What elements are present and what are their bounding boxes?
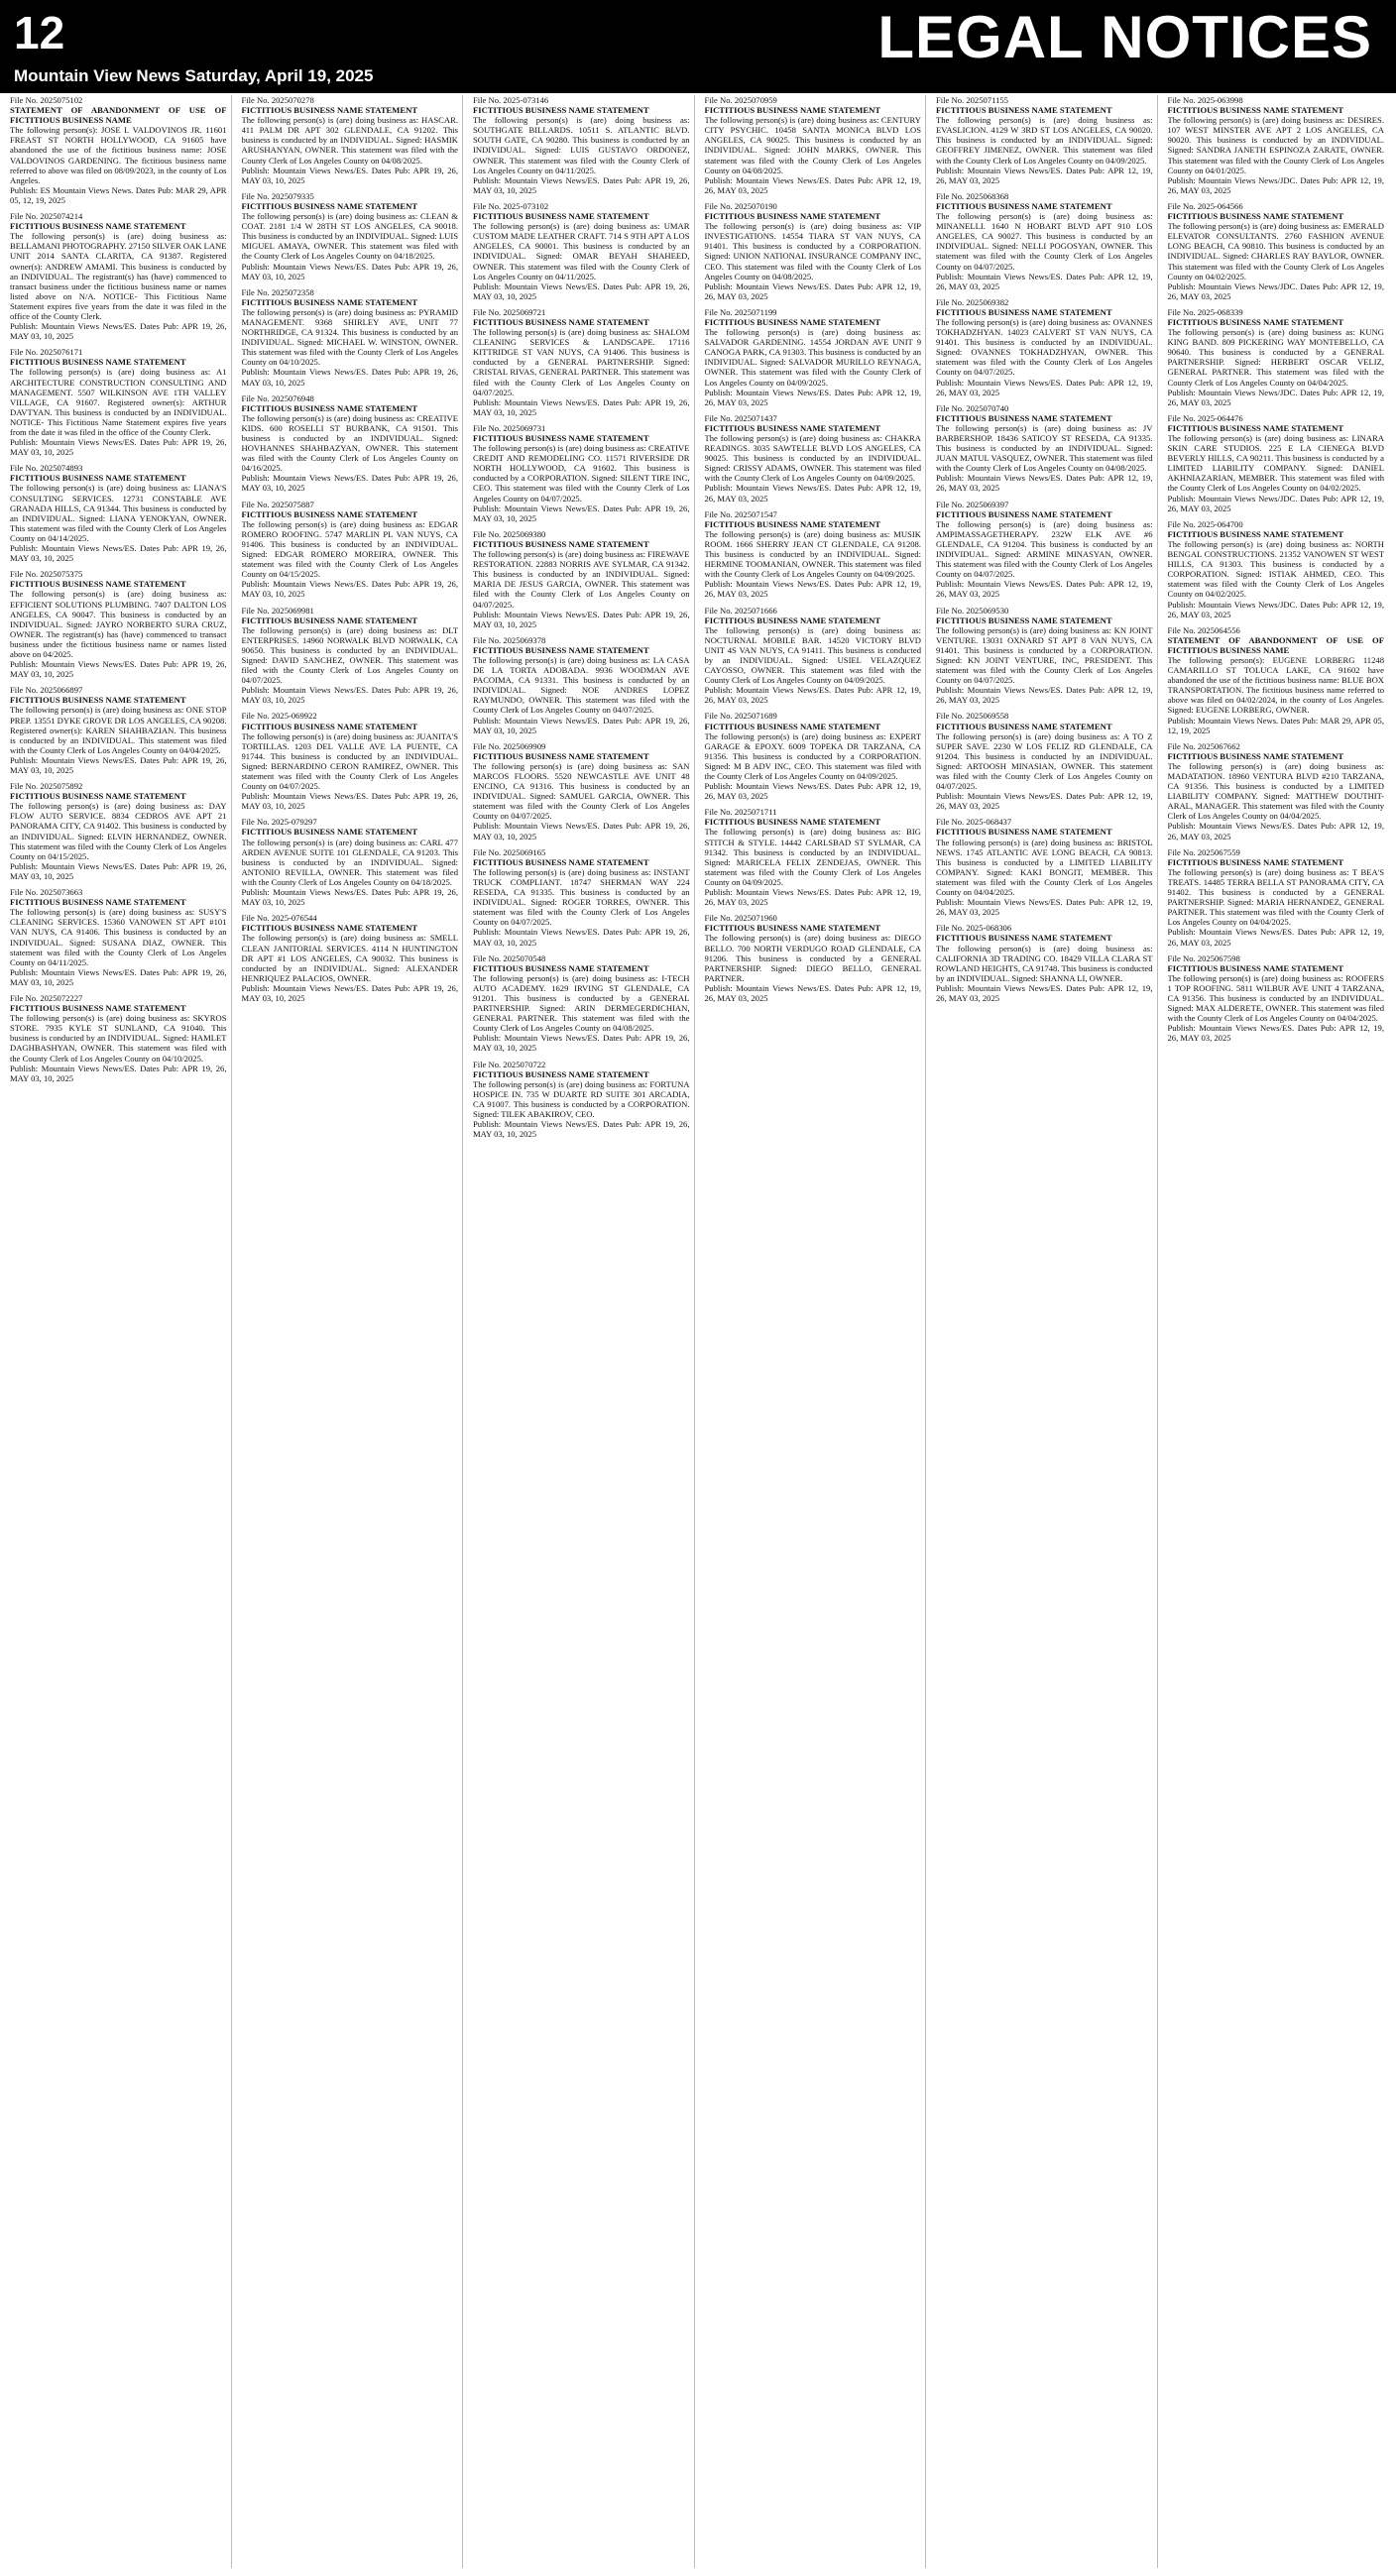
notice-file-number: File No. 2025070722 <box>473 1059 546 1069</box>
notice-title: FICTITIOUS BUSINESS NAME STATEMENT <box>936 827 1112 838</box>
notice-body: The following person(s) is (are) doing business as: DESIRES. 107 WEST MINSTER AVE APT 2 LOS ANGELES, CA 90020. This business is conducted by an INDIVIDUAL. Signed: SANDRA JANETH ESPINOZA ZARATE, OWNER. This statement was filed with the County Clerk of Los Angeles County on 04/01/2025. <box>1167 115 1384 175</box>
notice-title: FICTITIOUS BUSINESS NAME STATEMENT <box>241 296 418 307</box>
notice-file-number: File No. 2025068368 <box>936 190 1009 201</box>
notice-title: FICTITIOUS BUSINESS NAME STATEMENT <box>10 473 186 484</box>
legal-notice <box>936 191 1153 291</box>
notice-title: FICTITIOUS BUSINESS NAME STATEMENT <box>473 105 649 116</box>
notice-publication-dates: Publish: Mountain Views News/ES. Dates Pub: APR 12, 19, 26, MAY 03, 2025 <box>936 685 1153 706</box>
notice-file-number: File No. 2025-063998 <box>1167 95 1243 105</box>
notice-publication-dates: Publish: Mountain Views News/ES. Dates Pub: APR 19, 26, MAY 03, 10, 2025 <box>10 860 227 881</box>
notice-file-number: File No. 2025069165 <box>473 846 546 857</box>
notice-file-number: File No. 2025-073102 <box>473 200 549 211</box>
notice-publication-dates: Publish: Mountain Views News/ES. Dates Pub: APR 19, 26, MAY 03, 10, 2025 <box>241 367 458 388</box>
notice-title: FICTITIOUS BUSINESS NAME STATEMENT <box>10 579 186 590</box>
notice-title: FICTITIOUS BUSINESS NAME STATEMENT <box>704 817 881 828</box>
legal-notice <box>10 569 227 679</box>
notice-body: The following person(s) is (are) doing business as: SOUTHGATE BILLARDS. 10511 S. ATLANTIC BLVD. SOUTH GATE, CA 90280. This business is conducted by an INDIVIDUAL. Signed: LUIS GUSTAVO ORDONEZ, OWNER. This statement was filed with the County Clerk of Los Angeles County on 04/11/2025. <box>473 115 690 175</box>
notice-file-number: File No. 2025070548 <box>473 952 546 963</box>
notice-publication-dates: Publish: Mountain Views News/JDC. Dates Pub: APR 12, 19, 26, MAY 03, 2025 <box>1167 493 1384 513</box>
notice-file-number: File No. 2025072358 <box>241 286 314 297</box>
notice-title: FICTITIOUS BUSINESS NAME STATEMENT <box>936 200 1112 211</box>
notice-file-number: File No. 2025-064566 <box>1167 200 1243 211</box>
notice-column <box>1168 95 1389 2568</box>
legal-notice <box>1168 307 1385 407</box>
legal-notice <box>705 413 922 504</box>
notice-title: FICTITIOUS BUSINESS NAME STATEMENT <box>241 923 418 934</box>
legal-notice <box>473 307 690 417</box>
legal-notice <box>10 685 227 775</box>
notice-publication-dates: Publish: Mountain Views News/ES. Dates Pub: APR 19, 26, MAY 03, 10, 2025 <box>10 1063 227 1083</box>
legal-notice <box>705 95 922 195</box>
notice-file-number: File No. 2025069380 <box>473 528 546 539</box>
notice-publication-dates: Publish: Mountain Views News/ES. Dates Pub: APR 19, 26, MAY 03, 10, 2025 <box>241 685 458 706</box>
legal-notice <box>473 953 690 1054</box>
legal-notice <box>1168 201 1385 301</box>
notice-publication-dates: Publish: Mountain Views News/ES. Dates Pub: APR 19, 26, MAY 03, 10, 2025 <box>241 791 458 812</box>
page-number: 12 <box>14 7 65 58</box>
notice-publication-dates: Publish: Mountain Views News/ES. Dates Pub: APR 12, 19, 26, MAY 03, 2025 <box>704 579 921 600</box>
legal-notice <box>473 201 690 301</box>
notice-body: The following person(s) is (are) doing business as: CHAKRA READINGS. 3035 SAWTELLE BLVD LOS ANGELES, CA 90025. This business is conducted by an INDIVIDUAL. Signed: CRISSY ADAMS, OWNER. This statement was filed with the County Clerk of Los Angeles County on 04/09/2025. <box>704 433 921 484</box>
notice-body: The following person(s) is (are) doing business as: SMELL CLEAN JANITORIAL SERVICES. 4114 N HUNTINGTON DR APT #1 LOS ANGELES, CA 90032. This business is conducted by an INDIVIDUAL. Signed: ALEXANDER HENRIQUEZ PALACIOS, OWNER. <box>241 933 458 983</box>
legal-notice <box>1168 741 1385 841</box>
notice-body: The following person(s) is (are) doing business as: T BEA'S TREATS. 14485 TERRA BELLA ST PANORAMA CITY, CA 91402. This business is conducted by a GENERAL PARTNERSHIP. Signed: MARIA HERNANDEZ, GENERAL PARTNER. This statement was filed with the County Clerk of Los Angeles County on 04/04/2025. <box>1167 866 1384 928</box>
notice-body: The following person(s) is (are) doing business as: CREATIVE KIDS. 600 ROSELLI ST BURBANK, CA 91501. This business is conducted by an INDIVIDUAL. Signed: HOVHANNES SHAHBAZYAN, OWNER. This statement was filed with the County Clerk of Los Angeles County on 04/16/2025. <box>241 412 458 474</box>
notice-publication-dates: Publish: Mountain Views News/ES. Dates Pub: APR 19, 26, MAY 03, 10, 2025 <box>241 261 458 281</box>
notice-title: FICTITIOUS BUSINESS NAME STATEMENT <box>473 856 649 867</box>
notice-publication-dates: Publish: Mountain Views News/ES. Dates Pub: APR 19, 26, MAY 03, 10, 2025 <box>473 503 690 523</box>
notice-publication-dates: Publish: Mountain Views News/ES. Dates Pub: APR 19, 26, MAY 03, 10, 2025 <box>10 754 227 775</box>
legal-notice <box>242 711 459 811</box>
legal-notice <box>10 887 227 987</box>
notice-title: FICTITIOUS BUSINESS NAME STATEMENT <box>936 508 1112 519</box>
legal-notice <box>242 191 459 281</box>
legal-notice <box>936 95 1153 185</box>
notice-body: The following person(s) is (are) doing business as: EFFICIENT SOLUTIONS PLUMBING. 7407 DALTON LOS ANGELES, CA 90047. This business is conducted by an INDIVIDUAL. Signed: JAYRO NORBERTO SURA CRUZ, OWNER. The registrant(s) has (have) commenced to transact business under the fictitious business name or names listed above on 04/2025. <box>10 589 227 659</box>
notice-file-number: File No. 2025070740 <box>936 402 1009 413</box>
notice-title: FICTITIOUS BUSINESS NAME STATEMENT <box>1167 105 1344 116</box>
legal-notice <box>936 403 1153 494</box>
notice-body: The following person(s) is (are) doing business as: ROOFERS 1 TOP ROOFING. 5811 WILBUR AVE UNIT 4 TARZANA, CA 91356. This business is conducted by an INDIVIDUAL. Signed: MAX ALDERETE, OWNER. This statement was filed with the County Clerk of Los Angeles County on 04/04/2025. <box>1167 972 1384 1024</box>
notice-title: STATEMENT OF ABANDONMENT OF USE OF FICTITIOUS BUSINESS NAME <box>10 105 227 126</box>
legal-notice <box>473 529 690 629</box>
notice-title: STATEMENT OF ABANDONMENT OF USE OF FICTITIOUS BUSINESS NAME <box>1167 634 1384 655</box>
notice-file-number: File No. 2025-064700 <box>1167 518 1243 529</box>
notice-publication-dates: Publish: Mountain Views News/ES. Dates Pub: APR 19, 26, MAY 03, 10, 2025 <box>241 982 458 1003</box>
notice-publication-dates: Publish: Mountain Views News/ES. Dates Pub: APR 12, 19, 26, MAY 03, 2025 <box>1167 1023 1384 1044</box>
legal-notice <box>705 307 922 407</box>
notice-title: FICTITIOUS BUSINESS NAME STATEMENT <box>473 433 649 443</box>
notice-body: The following person(s) is (are) doing business as: MUSIK ROOM. 1666 SHERRY JEAN CT GLENDALE, CA 91208. This business is conducted by an INDIVIDUAL. Signed: HERMINE TOOMANIAN, OWNER. This statement was filed with the County Clerk of Los Angeles County on 04/09/2025. <box>704 528 921 580</box>
notice-title: FICTITIOUS BUSINESS NAME STATEMENT <box>10 791 186 802</box>
notice-file-number: File No. 2025071666 <box>704 605 777 616</box>
notice-file-number: File No. 2025071437 <box>704 412 777 423</box>
notice-file-number: File No. 2025075375 <box>10 569 83 580</box>
notice-title: FICTITIOUS BUSINESS NAME STATEMENT <box>473 962 649 973</box>
notice-file-number: File No. 2025071199 <box>704 306 777 317</box>
notice-title: FICTITIOUS BUSINESS NAME STATEMENT <box>1167 211 1344 222</box>
notice-file-number: File No. 2025069558 <box>936 711 1009 722</box>
notice-publication-dates: Publish: Mountain Views News/JDC. Dates Pub: APR 12, 19, 26, MAY 03, 2025 <box>1167 599 1384 619</box>
notice-title: FICTITIOUS BUSINESS NAME STATEMENT <box>704 105 881 116</box>
notice-file-number: File No. 2025-076544 <box>241 913 317 924</box>
notice-body: The following person(s) is (are) doing business as: A TO Z SUPER SAVE. 2230 W LOS FELIZ RD GLENDALE, CA 91204. This business is conducted by an INDIVIDUAL. Signed: ARTOOSH MINASIAN, OWNER. This statement was filed with the County Clerk of Los Angeles County on 04/07/2025. <box>936 730 1153 792</box>
notice-file-number: File No. 2025071960 <box>704 913 777 924</box>
notice-title: FICTITIOUS BUSINESS NAME STATEMENT <box>936 306 1112 317</box>
notice-file-number: File No. 2025067559 <box>1167 846 1240 857</box>
notice-title: FICTITIOUS BUSINESS NAME STATEMENT <box>241 721 418 731</box>
notice-file-number: File No. 2025069530 <box>936 605 1009 616</box>
masthead <box>0 0 1396 93</box>
notice-title: FICTITIOUS BUSINESS NAME STATEMENT <box>1167 422 1344 433</box>
notice-body: The following person(s) is (are) doing business as: MINANELLI. 1640 N HOBART BLVD APT 910 LOS ANGELES, CA 90027. This business is conducted by an INDIVIDUAL. Signed: NELLI POGOSYAN, OWNER. This statement was filed with the County Clerk of Los Angeles County on 04/07/2025. <box>936 211 1153 272</box>
legal-notice <box>473 741 690 841</box>
notice-file-number: File No. 2025079335 <box>241 190 314 201</box>
legal-notice <box>473 95 690 195</box>
notice-file-number: File No. 2025-073146 <box>473 95 549 105</box>
notice-title: FICTITIOUS BUSINESS NAME STATEMENT <box>704 316 881 327</box>
notice-publication-dates: Publish: Mountain Views News/ES. Dates Pub: APR 12, 19, 26, MAY 03, 2025 <box>936 473 1153 494</box>
legal-notice <box>10 781 227 881</box>
notice-file-number: File No. 2025-068437 <box>936 817 1012 828</box>
legal-notice <box>1168 625 1385 735</box>
notice-file-number: File No. 2025070959 <box>704 95 777 105</box>
notice-file-number: File No. 2025075102 <box>10 95 83 105</box>
notice-body: The following person(s) is (are) doing business as: LIANA'S CONSULTING SERVICES. 12731 CONSTABLE AVE GRANADA HILLS, CA 91344. This business is conducted by an INDIVIDUAL. Signed: LIANA YENOKYAN, OWNER. This statement was filed with the County Clerk of Los Angeles County on 04/14/2025. <box>10 483 227 543</box>
section-title: LEGAL NOTICES <box>877 4 1372 70</box>
notice-title: FICTITIOUS BUSINESS NAME STATEMENT <box>241 105 418 116</box>
notice-title: FICTITIOUS BUSINESS NAME STATEMENT <box>1167 962 1344 973</box>
notice-title: FICTITIOUS BUSINESS NAME STATEMENT <box>241 508 418 519</box>
notice-publication-dates: Publish: Mountain Views News/ES. Dates Pub: APR 19, 26, MAY 03, 10, 2025 <box>241 579 458 600</box>
notice-file-number: File No. 2025069721 <box>473 306 546 317</box>
legal-notice <box>705 606 922 706</box>
notice-title: FICTITIOUS BUSINESS NAME STATEMENT <box>10 221 186 232</box>
notice-publication-dates: Publish: Mountain Views News/ES. Dates Pub: APR 12, 19, 26, MAY 03, 2025 <box>704 483 921 504</box>
notice-publication-dates: Publish: Mountain Views News/ES. Dates Pub: APR 12, 19, 26, MAY 03, 2025 <box>704 685 921 706</box>
notice-title: FICTITIOUS BUSINESS NAME STATEMENT <box>473 211 649 222</box>
notice-body: The following person(s) is (are) doing business as: EMERALD ELEVATOR CONSULTANTS. 2760 FASHION AVENUE LONG BEACH, CA 90810. This business is conducted by an INDIVIDUAL. Signed: CHARLES RAY BAYLOR, OWNER. This statement was filed with the County Clerk of Los Angeles County on 04/02/2025. <box>1167 221 1384 281</box>
notice-publication-dates: Publish: Mountain Views News/ES. Dates Pub: APR 19, 26, MAY 03, 10, 2025 <box>473 280 690 301</box>
notice-file-number: File No. 2025066897 <box>10 685 83 696</box>
notice-title: FICTITIOUS BUSINESS NAME STATEMENT <box>10 695 186 706</box>
notice-publication-dates: Publish: Mountain Views News/ES. Dates Pub: APR 12, 19, 26, MAY 03, 2025 <box>936 982 1153 1003</box>
notice-title: FICTITIOUS BUSINESS NAME STATEMENT <box>10 1003 186 1014</box>
notice-file-number: File No. 2025071155 <box>936 95 1008 105</box>
legal-notice <box>936 817 1153 917</box>
notice-column <box>10 95 232 2568</box>
notice-body: The following person(s) is (are) doing business as: SKYROS STORE. 7935 KYLE ST SUNLAND, CA 91040. This business is conducted by an INDIVIDUAL. Signed: HAMLET DAGHBASHYAN, OWNER. This statement was filed with the County Clerk of Los Angeles County on 04/10/2025. <box>10 1013 227 1064</box>
legal-notice <box>242 95 459 185</box>
legal-notice <box>473 635 690 735</box>
notice-column <box>705 95 927 2568</box>
notice-title: FICTITIOUS BUSINESS NAME STATEMENT <box>704 422 881 433</box>
notice-file-number: File No. 2025071711 <box>704 807 777 818</box>
legal-notice <box>936 606 1153 706</box>
notice-body: The following person(s) is (are) doing business as: AMPIMASSAGETHERAPY. 232W ELK AVE #6 GLENDALE, CA 91204. This business is conducted by an INDIVIDUAL. Signed: ARMINE MINASYAN, OWNER. This statement was filed with the County Clerk of Los Angeles County on 04/07/2025. <box>936 518 1153 580</box>
notice-file-number: File No. 2025-064476 <box>1167 412 1243 423</box>
notice-body: The following person(s) is (are) doing business as: CENTURY CITY PSYCHIC. 10458 SANTA MONICA BLVD LOS ANGELES, CA 90025. This business is conducted by an INDIVIDUAL. Signed: JOHN MARKS, OWNER. This statement was filed with the County Clerk of Los Angeles County on 04/08/2025. <box>704 115 921 175</box>
notice-file-number: File No. 2025067598 <box>1167 952 1240 963</box>
notice-body: The following person(s) is (are) doing business as: KUNG KING BAND. 809 PICKERING WAY MONTEBELLO, CA 90640. This business is conducted by a GENERAL PARTNERSHIP. Signed: HERBERT OSCAR VELIZ, GENERAL PARTNER. This statement was filed with the County Clerk of Los Angeles County on 04/04/2025. <box>1167 327 1384 388</box>
notice-publication-dates: Publish: Mountain Views News/ES. Dates Pub: APR 19, 26, MAY 03, 10, 2025 <box>473 1033 690 1054</box>
notice-body: The following person(s): EUGENE LORBERG 11248 CAMARILLO ST TOLUCA LAKE, CA 91602 have abandoned the use of the fictitious business name: BLUE BOX TRANSPORTATION. The fictitious business name referred to above was filed on 04/02/2024, in the county of Los Angeles. Signed: EUGENE LORBERG, OWNER. <box>1167 654 1384 716</box>
notice-title: FICTITIOUS BUSINESS NAME STATEMENT <box>473 538 649 549</box>
notice-publication-dates: Publish: Mountain Views News/ES. Dates Pub: APR 19, 26, MAY 03, 10, 2025 <box>473 174 690 195</box>
notice-body: The following person(s) is (are) doing business as: PYRAMID MANAGEMENT. 9368 SHIRLEY AVE, UNIT 77 NORTHRIDGE, CA 91324. This business is conducted by an INDIVIDUAL. Signed: MICHAEL W. WINSTON, OWNER. This statement was filed with the County Clerk of Los Angeles County on 04/10/2025. <box>241 306 458 368</box>
notice-file-number: File No. 2025075887 <box>241 499 314 509</box>
notice-file-number: File No. 2025070278 <box>241 95 314 105</box>
legal-notice <box>242 287 459 388</box>
notice-publication-dates: Publish: Mountain Views News/JDC. Dates Pub: APR 12, 19, 26, MAY 03, 2025 <box>1167 280 1384 301</box>
notice-body: The following person(s) is (are) doing business as: EXPERT GARAGE & EPOXY. 6009 TOPEKA DR TARZANA, CA 91356. This business is conducted by a CORPORATION. Signed: M B ADV INC, CEO. This statement was filed with the County Clerk of Los Angeles County on 04/09/2025. <box>704 730 921 781</box>
notice-publication-dates: Publish: Mountain Views News/ES. Dates Pub: APR 19, 26, MAY 03, 10, 2025 <box>473 396 690 417</box>
notice-body: The following person(s) is (are) doing business as: I-TECH AUTO ACADEMY. 1629 IRVING ST GLENDALE, CA 91201. This business is conducted by a GENERAL PARTNERSHIP. Signed: ARIN DERMEGERDICHIAN, GENERAL PARTNER. This statement was filed with the County Clerk of Los Angeles County on 04/08/2025. <box>473 972 690 1034</box>
notice-body: The following person(s) is (are) doing business as: OVANNES TOKHADZHYAN. 14023 CALVERT ST VAN NUYS, CA 91401. This business is conducted by an INDIVIDUAL. Signed: OVANNES TOKHADZHYAN, OWNER. This statement was filed with the County Clerk of Los Angeles County on 04/07/2025. <box>936 316 1153 378</box>
legal-notice <box>242 500 459 600</box>
notice-file-number: File No. 2025069909 <box>473 740 546 751</box>
legal-notice <box>242 606 459 706</box>
notice-body: The following person(s) is (are) doing business as: KN JOINT VENTURE. 13031 OXNARD ST APT 8 VAN NUYS, CA 91401. This business is conducted by a CORPORATION. Signed: KN JOINT VENTURE, INC, PRESIDENT. This statement was filed with the County Clerk of Los Angeles County on 04/07/2025. <box>936 624 1153 686</box>
notice-publication-dates: Publish: Mountain Views News/ES. Dates Pub: APR 12, 19, 26, MAY 03, 2025 <box>704 887 921 908</box>
notice-publication-dates: Publish: Mountain Views News/JDC. Dates Pub: APR 12, 19, 26, MAY 03, 2025 <box>1167 387 1384 407</box>
legal-notice <box>705 201 922 301</box>
legal-notice <box>242 817 459 907</box>
notice-title: FICTITIOUS BUSINESS NAME STATEMENT <box>1167 316 1344 327</box>
notice-title: FICTITIOUS BUSINESS NAME STATEMENT <box>10 897 186 908</box>
notice-title: FICTITIOUS BUSINESS NAME STATEMENT <box>1167 528 1344 539</box>
notice-publication-dates: Publish: Mountain Views News/ES. Dates Pub: APR 12, 19, 26, MAY 03, 2025 <box>704 387 921 407</box>
notice-file-number: File No. 2025072227 <box>10 992 83 1003</box>
notice-file-number: File No. 2025069981 <box>241 605 314 616</box>
legal-notice <box>705 509 922 600</box>
legal-notice <box>242 913 459 1003</box>
legal-notice <box>705 913 922 1003</box>
notice-file-number: File No. 2025073663 <box>10 887 83 898</box>
notice-column <box>936 95 1158 2568</box>
notice-publication-dates: Publish: Mountain Views News/ES. Dates Pub: APR 19, 26, MAY 03, 10, 2025 <box>10 659 227 680</box>
notice-body: The following person(s) is (are) doing business as: DLT ENTERPRISES. 14960 NORWALK BLVD NORWALK, CA 90650. This business is conducted by an INDIVIDUAL. Signed: DAVID SANCHEZ, OWNER. This statement was filed with the County Clerk of Los Angeles County on 04/07/2025. <box>241 624 458 686</box>
notice-publication-dates: Publish: Mountain Views News/ES. Dates Pub: APR 19, 26, MAY 03, 10, 2025 <box>473 715 690 735</box>
notice-file-number: File No. 2025-069922 <box>241 711 317 722</box>
notice-file-number: File No. 2025074893 <box>10 463 83 474</box>
notice-publication-dates: Publish: Mountain Views News/ES. Dates Pub: APR 19, 26, MAY 03, 10, 2025 <box>473 1119 690 1140</box>
notice-title: FICTITIOUS BUSINESS NAME STATEMENT <box>704 518 881 529</box>
legal-notice <box>10 993 227 1083</box>
legal-notice <box>10 211 227 341</box>
notice-body: The following person(s) is (are) doing business as: BIG STITCH & STYLE. 14442 CARLSBAD ST SYLMAR, CA 91342. This business is conducted by an INDIVIDUAL. Signed: MARICELA FELIX ZENDEJAS, OWNER. This statement was filed with the County Clerk of Los Angeles County on 04/09/2025. <box>704 827 921 887</box>
notice-file-number: File No. 2025069397 <box>936 499 1009 509</box>
notice-publication-dates: Publish: Mountain Views News/JDC. Dates Pub: APR 12, 19, 26, MAY 03, 2025 <box>1167 174 1384 195</box>
notice-title: FICTITIOUS BUSINESS NAME STATEMENT <box>241 200 418 211</box>
notice-title: FICTITIOUS BUSINESS NAME STATEMENT <box>241 827 418 838</box>
notice-body: The following person(s) is (are) doing business as: MADATATION. 18960 VENTURA BLVD #210 TARZANA, CA 91356. This business is conducted by a LIMITED LIABILITY COMPANY. Signed: MATTHEW DOUTHIT-ARAL, MANAGER. This statement was filed with the County Clerk of Los Angeles County on 04/04/2025. <box>1167 760 1384 822</box>
legal-notice <box>242 393 459 494</box>
legal-notice <box>1168 847 1385 948</box>
notice-publication-dates: Publish: Mountain Views News/ES. Dates Pub: APR 12, 19, 26, MAY 03, 2025 <box>936 165 1153 185</box>
dateline: Mountain View News Saturday, April 19, 2025 <box>14 66 374 85</box>
notice-body: The following person(s) is (are) doing business as: NORTH BENGAL CONSTRUCTIONS. 21352 VANOWEN ST WEST HILLS, CA 91303. This business is conducted by a CORPORATION. Signed: ISTIAK AHMED, CEO. This statement was filed with the County Clerk of Los Angeles County on 04/02/2025. <box>1167 538 1384 600</box>
notice-body: The following person(s) is (are) doing business as: EDGAR ROMERO ROOFING. 5747 MARLIN PL VAN NUYS, CA 91406. This business is conducted by an INDIVIDUAL. Signed: EDGAR ROMERO MOREIRA, OWNER. This statement was filed with the County Clerk of Los Angeles County on 04/15/2025. <box>241 518 458 580</box>
notice-title: FICTITIOUS BUSINESS NAME STATEMENT <box>473 644 649 655</box>
legal-notice <box>10 95 227 205</box>
notice-body: The following person(s) is (are) doing business as: CLEAN & COAT. 2181 1/4 W 28TH ST LOS ANGELES, CA 90018. This business is conducted by an INDIVIDUAL. Signed: LUIS MIGUEL AMAYA, OWNER. This statement was filed with the County Clerk of Los Angeles County on 04/18/2025. <box>241 211 458 262</box>
notice-title: FICTITIOUS BUSINESS NAME STATEMENT <box>936 721 1112 731</box>
legal-notice <box>705 807 922 907</box>
notice-file-number: File No. 2025069382 <box>936 296 1009 307</box>
notice-publication-dates: Publish: Mountain Views News/ES. Dates Pub: APR 19, 26, MAY 03, 10, 2025 <box>10 966 227 987</box>
notice-file-number: File No. 2025069378 <box>473 634 546 645</box>
notice-title: FICTITIOUS BUSINESS NAME STATEMENT <box>10 357 186 368</box>
notice-publication-dates: Publish: Mountain Views News/ES. Dates Pub: APR 12, 19, 26, MAY 03, 2025 <box>936 377 1153 397</box>
legal-notice <box>1168 519 1385 619</box>
notice-title: FICTITIOUS BUSINESS NAME STATEMENT <box>936 615 1112 625</box>
legal-notice <box>473 423 690 523</box>
notice-publication-dates: Publish: Mountain Views News/ES. Dates Pub: APR 12, 19, 26, MAY 03, 2025 <box>704 174 921 195</box>
legal-notice <box>936 711 1153 811</box>
notice-file-number: File No. 2025071547 <box>704 508 777 519</box>
notice-title: FICTITIOUS BUSINESS NAME STATEMENT <box>704 923 881 934</box>
notice-file-number: File No. 2025-068339 <box>1167 306 1243 317</box>
legal-notice <box>936 500 1153 600</box>
notice-column <box>242 95 464 2568</box>
notice-title: FICTITIOUS BUSINESS NAME STATEMENT <box>473 1068 649 1079</box>
notice-publication-dates: Publish: Mountain Views News/ES. Dates Pub: APR 12, 19, 26, MAY 03, 2025 <box>1167 927 1384 948</box>
notice-publication-dates: Publish: Mountain Views News/ES. Dates Pub: APR 12, 19, 26, MAY 03, 2025 <box>704 781 921 802</box>
notice-title: FICTITIOUS BUSINESS NAME STATEMENT <box>936 105 1112 116</box>
notice-body: The following person(s) is (are) doing business as: ONE STOP PREP. 13551 DYKE GROVE DR LOS ANGELES, CA 90208. Registered owner(s): KAREN SHAHBAZIAN. This business is conducted by an INDIVIDUAL. This statement was filed with the County Clerk of Los Angeles County on 04/04/2025. <box>10 705 227 755</box>
notice-body: The following person(s) is (are) doing business as: SHALOM CLEANING SERVICES & LANDSCAPE. 17116 KITTRIDGE ST VAN NUYS, CA 91406. This business is conducted by a GENERAL PARTNERSHIP. Signed: CRISTAL RIVAS, GENERAL PARTNER. This statement was filed with the County Clerk of Los Angeles County on 04/07/2025. <box>473 327 690 397</box>
notice-publication-dates: Publish: Mountain Views News/ES. Dates Pub: APR 19, 26, MAY 03, 10, 2025 <box>241 473 458 494</box>
notice-title: FICTITIOUS BUSINESS NAME STATEMENT <box>936 933 1112 944</box>
notice-body: The following person(s) is (are) doing business as: A1 ARCHITECTURE CONSTRUCTION CONSULTING AND MANAGEMENT. 5507 WILKINSON AVE 1TH VALLEY VILLAGE, CA 91607. Registered owner(s): ARTHUR DAVTYAN. This business is conducted by an INDIVIDUAL. NOTICE- This Fictitious Name Statement expires five years from the date it was filed in the office of the County Clerk. <box>10 367 227 437</box>
notice-publication-dates: Publish: Mountain Views News/ES. Dates Pub: APR 12, 19, 26, MAY 03, 2025 <box>936 271 1153 291</box>
notice-file-number: File No. 2025-079297 <box>241 817 317 828</box>
notice-title: FICTITIOUS BUSINESS NAME STATEMENT <box>704 615 881 625</box>
notice-body: The following person(s) is (are) doing business as: JUANITA'S TORTILLAS. 1203 DEL VALLE AVE LA PUENTE, CA 91744. This business is conducted by an INDIVIDUAL. Signed: BERNARDINO CERON RAMIREZ, OWNER. This statement was filed with the County Clerk of Los Angeles County on 04/07/2025. <box>241 730 458 792</box>
notice-publication-dates: Publish: Mountain Views News/ES. Dates Pub: APR 12, 19, 26, MAY 03, 2025 <box>1167 821 1384 841</box>
notice-body: The following person(s) is (are) doing business as: CALIFORNIA 3D TRADING CO. 18429 VILLA CLARA ST ROWLAND HEIGHTS, CA 91748. This business is conducted by an INDIVIDUAL. Signed: SHANNA LI, OWNER. <box>936 943 1153 983</box>
notice-body: The following person(s) is (are) doing business as: JV BARBERSHOP. 18436 SATICOY ST RESEDA, CA 91335. This business is conducted by an INDIVIDUAL. Signed: JUAN MATUL VASQUEZ, OWNER. This statement was filed with the County Clerk of Los Angeles County on 04/08/2025. <box>936 422 1153 474</box>
legal-notice <box>473 1060 690 1140</box>
notice-file-number: File No. 2025071689 <box>704 711 777 722</box>
legal-notice <box>936 923 1153 1003</box>
notice-file-number: File No. 2025067662 <box>1167 740 1240 751</box>
notice-file-number: File No. 2025-068306 <box>936 923 1012 934</box>
notice-body: The following person(s) is (are) doing business as: SAN MARCOS FLOORS. 5520 NEWCASTLE AVE UNIT 48 ENCINO, CA 91316. This business is conducted by an INDIVIDUAL. Signed: SAMUEL GARCIA, OWNER. This statement was filed with the County Clerk of Los Angeles County on 04/07/2025. <box>473 760 690 822</box>
notice-title: FICTITIOUS BUSINESS NAME STATEMENT <box>473 750 649 761</box>
notice-file-number: File No. 2025070190 <box>704 200 777 211</box>
legal-notice <box>473 847 690 948</box>
legal-notice <box>10 347 227 457</box>
legal-notice <box>1168 413 1385 513</box>
notice-publication-dates: Publish: Mountain Views News/ES. Dates Pub: APR 19, 26, MAY 03, 10, 2025 <box>10 543 227 564</box>
notice-body: The following person(s) is (are) doing business as: CARL 477 ARDEN AVENUE SUITE 101 GLENDALE, CA 91203. This business is conducted by an INDIVIDUAL. Signed: ANTONIO REVILLA, OWNER. This statement was filed with the County Clerk of Los Angeles County on 04/18/2025. <box>241 837 458 887</box>
legal-notice <box>705 711 922 801</box>
notice-title: FICTITIOUS BUSINESS NAME STATEMENT <box>473 316 649 327</box>
notice-body: The following person(s) is (are) doing business as: VIP INVESTIGATIONS. 14554 TIARA ST VAN NUYS, CA 91401. This business is conducted by a CORPORATION. Signed: UNION NATIONAL INSURANCE COMPANY INC, CEO. This statement was filed with the County Clerk of Los Angeles County on 04/08/2025. <box>704 221 921 281</box>
notice-body: The following person(s): JOSE I. VALDOVINOS JR. 11601 FREAST ST NORTH HOLLYWOOD, CA 91605 have abandoned the use of the fictitious business name: JOSE VALDOVINOS GARDENING. The fictitious business name referred to above was filed on 08/09/2023, in the county of Los Angeles. <box>10 125 227 185</box>
notice-body: The following person(s) is (are) doing business as: SALVADOR GARDENING. 14554 JORDAN AVE UNIT 9 CANOGA PARK, CA 91303. This business is conducted by an INDIVIDUAL. Signed: SALVADOR MURILLO REYNAGA, OWNER. This statement was filed with the County Clerk of Los Angeles County on 04/09/2025. <box>704 327 921 388</box>
notice-body: The following person(s) is (are) doing business as: EVASLICION. 4129 W 3RD ST LOS ANGELES, CA 90020. This business is conducted by an INDIVIDUAL. Signed: GEOFFREY JIMENEZ, OWNER. This statement was filed with the County Clerk of Los Angeles County on 04/09/2025. <box>936 115 1153 166</box>
notice-body: The following person(s) is (are) doing business as: BRISTOL NEWS. 1745 ATLANTIC AVE LONG BEACH, CA 90813. This business is conducted by a LIMITED LIABILITY COMPANY. Signed: KAKI BONGIT, MEMBER. This statement was filed with the County Clerk of Los Angeles County on 04/04/2025. <box>936 837 1153 898</box>
notice-title: FICTITIOUS BUSINESS NAME STATEMENT <box>704 721 881 731</box>
notice-body: The following person(s) is (are) doing business as: FORTUNA HOSPICE IN. 735 W DUARTE RD SUITE 301 ARCADIA, CA 91007. This business is conducted by a CORPORATION. Signed: TILEK ABAKIROV, CEO. <box>473 1078 690 1119</box>
notice-file-number: File No. 2025074214 <box>10 211 83 222</box>
legal-notice <box>936 297 1153 397</box>
notice-body: The following person(s) is (are) doing business as: CREATIVE CREDIT AND REMODELING CO. 11571 RIVERSIDE DR NORTH HOLLYWOOD, CA 91602. This business is conducted by a CORPORATION. Signed: SILENT TIRE INC, CEO. This statement was filed with the County Clerk of Los Angeles County on 04/07/2025. <box>473 443 690 504</box>
legal-notice <box>1168 953 1385 1044</box>
notice-publication-dates: Publish: Mountain Views News/ES. Dates Pub: APR 12, 19, 26, MAY 03, 2025 <box>704 280 921 301</box>
notice-publication-dates: Publish: Mountain Views News/ES. Dates Pub: APR 19, 26, MAY 03, 10, 2025 <box>10 321 227 342</box>
notice-publication-dates: Publish: Mountain Views News/ES. Dates Pub: APR 19, 26, MAY 03, 10, 2025 <box>241 165 458 185</box>
notice-file-number: File No. 2025069731 <box>473 422 546 433</box>
notice-body: The following person(s) is (are) doing business as: SUSY'S CLEANING SERVICES. 15360 VANOWEN ST APT #101 VAN NUYS, CA 91406. This business is conducted by an INDIVIDUAL. Signed: SUSANA DIAZ, OWNER. This statement was filed with the County Clerk of Los Angeles County on 04/11/2025. <box>10 907 227 967</box>
notice-body: The following person(s) is (are) doing business as: BELLAMANI PHOTOGRAPHY. 27150 SILVER OAK LANE UNIT 2014 SANTA CLARITA, CA 91387. Registered owner(s): ANDREW AMAMI. This business is conducted by an INDIVIDUAL. The registrant(s) has (have) commenced to transact business under the fictitious business name or names listed above on N/A. NOTICE- This Fictitious Name Statement expires five years from the date it was filed in the office of the County Clerk. <box>10 231 227 321</box>
notice-publication-dates: Publish: Mountain Views News. Dates Pub: MAR 29, APR 05, 12, 19, 2025 <box>1167 715 1384 735</box>
notice-body: The following person(s) is (are) doing business as: HASCAR. 411 PALM DR APT 302 GLENDALE, CA 91202. This business is conducted by an INDIVIDUAL. Signed: HASMIK ARUSHANYAN, OWNER. This statement was filed with the County Clerk of Los Angeles County on 04/08/2025. <box>241 115 458 166</box>
notice-body: The following person(s) is (are) doing business as: FIREWAVE RESTORATION. 22883 NORRIS AVE SYLMAR, CA 91342. This business is conducted by an INDIVIDUAL. Signed: MARIA DE JESUS GARCIA, OWNER. This statement was filed with the County Clerk of Los Angeles County on 04/07/2025. <box>473 549 690 610</box>
notice-title: FICTITIOUS BUSINESS NAME STATEMENT <box>1167 750 1344 761</box>
notice-file-number: File No. 2025075892 <box>10 781 83 792</box>
notice-publication-dates: Publish: Mountain Views News/ES. Dates Pub: APR 19, 26, MAY 03, 10, 2025 <box>473 927 690 948</box>
notice-body: The following person(s) is (are) doing business as: DIEGO BELLO. 700 NORTH VERDUGO ROAD GLENDALE, CA 91206. This business is conducted by a GENERAL PARTNERSHIP. Signed: DIEGO BELLO, GENERAL PARTNER. <box>704 933 921 983</box>
notice-publication-dates: Publish: ES Mountain Views News. Dates Pub: MAR 29, APR 05, 12, 19, 2025 <box>10 184 227 205</box>
notice-publication-dates: Publish: Mountain Views News/ES. Dates Pub: APR 12, 19, 26, MAY 03, 2025 <box>936 579 1153 600</box>
notice-title: FICTITIOUS BUSINESS NAME STATEMENT <box>241 615 418 625</box>
legal-notice <box>1168 95 1385 195</box>
notice-publication-dates: Publish: Mountain Views News/ES. Dates Pub: APR 12, 19, 26, MAY 03, 2025 <box>704 982 921 1003</box>
notice-publication-dates: Publish: Mountain Views News/ES. Dates Pub: APR 12, 19, 26, MAY 03, 2025 <box>936 897 1153 918</box>
notice-publication-dates: Publish: Mountain Views News/ES. Dates Pub: APR 19, 26, MAY 03, 10, 2025 <box>10 437 227 458</box>
notice-body: The following person(s) is (are) doing business as: LINARA SKIN CARE STUDIOS. 225 E LA CIENEGA BLVD BEVERLY HILLS, CA 90211. This business is conducted by a LIMITED LIABILITY COMPANY. Signed: DANIEL AKHNIAZARIAN, MEMBER. This statement was filed with the County Clerk of Los Angeles County on 04/02/2025. <box>1167 433 1384 494</box>
notice-file-number: File No. 2025076948 <box>241 392 314 403</box>
notice-publication-dates: Publish: Mountain Views News/ES. Dates Pub: APR 19, 26, MAY 03, 10, 2025 <box>473 609 690 629</box>
notice-publication-dates: Publish: Mountain Views News/ES. Dates Pub: APR 19, 26, MAY 03, 10, 2025 <box>241 887 458 908</box>
notice-title: FICTITIOUS BUSINESS NAME STATEMENT <box>704 211 881 222</box>
notice-publication-dates: Publish: Mountain Views News/ES. Dates Pub: APR 12, 19, 26, MAY 03, 2025 <box>936 791 1153 812</box>
notice-body: The following person(s) is (are) doing business as: NOCTURNAL MOBILE BAR. 14520 VICTORY BLVD UNIT 4S VAN NUYS, CA 91411. This business is conducted by an INDIVIDUAL. Signed: USIEL VELAZQUEZ CAYOSSO, OWNER. This statement was filed with the County Clerk of Los Angeles County on 04/09/2025. <box>704 624 921 686</box>
notice-file-number: File No. 2025076171 <box>10 347 83 358</box>
notice-body: The following person(s) is (are) doing business as: DAY FLOW AUTO SERVICE. 8834 CEDROS AVE APT 21 PANORAMA CITY, CA 91402. This business is conducted by an INDIVIDUAL. Signed: ELVIN HERNANDEZ, OWNER. This statement was filed with the County Clerk of Los Angeles County on 04/15/2025. <box>10 801 227 861</box>
notice-body: The following person(s) is (are) doing business as: LA CASA DE LA TORTA ADOBADA. 9936 WOODMAN AVE PACOIMA, CA 91331. This business is conducted by an INDIVIDUAL. Signed: NOE ANDRES LOPEZ RAYMUNDO, OWNER. This statement was filed with the County Clerk of Los Angeles County on 04/07/2025. <box>473 654 690 716</box>
notice-body: The following person(s) is (are) doing business as: INSTANT TRUCK COMPLIANT. 18747 SHERMAN WAY 224 RESEDA, CA 91335. This business is conducted by an INDIVIDUAL. Signed: ROGER TORRES, OWNER. This statement was filed with the County Clerk of Los Angeles County on 04/07/2025. <box>473 866 690 928</box>
notice-publication-dates: Publish: Mountain Views News/ES. Dates Pub: APR 19, 26, MAY 03, 10, 2025 <box>473 821 690 841</box>
notice-file-number: File No. 2025064556 <box>1167 624 1240 635</box>
notice-columns <box>10 95 1388 2568</box>
legal-notice <box>10 463 227 563</box>
notice-title: FICTITIOUS BUSINESS NAME STATEMENT <box>1167 856 1344 867</box>
notice-title: FICTITIOUS BUSINESS NAME STATEMENT <box>936 412 1112 423</box>
notice-column <box>473 95 695 2568</box>
notice-body: The following person(s) is (are) doing business as: UMAR CUSTOM MADE LEATHER CRAFT. 714 S 9TH APT A LOS ANGELES, CA 90001. This business is conducted by an INDIVIDUAL. Signed: OMAR BEYAH SHAHEED, OWNER. This statement was filed with the County Clerk of Los Angeles County on 04/11/2025. <box>473 221 690 281</box>
notice-title: FICTITIOUS BUSINESS NAME STATEMENT <box>241 402 418 413</box>
